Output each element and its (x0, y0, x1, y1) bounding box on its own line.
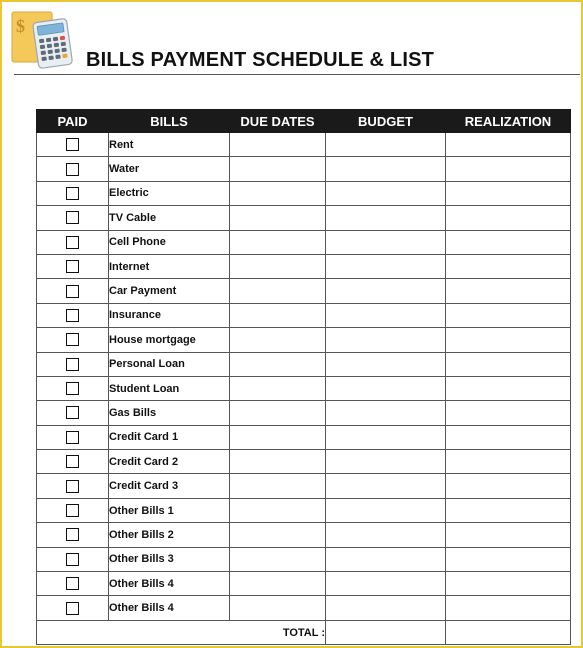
page-title: BILLS PAYMENT SCHEDULE & LIST (86, 49, 435, 71)
table-header-row (37, 110, 571, 133)
bill-name: Student Loan (109, 376, 230, 400)
realization-cell[interactable] (446, 230, 571, 254)
realization-cell[interactable] (446, 254, 571, 278)
budget-cell[interactable] (326, 547, 446, 571)
budget-cell[interactable] (326, 376, 446, 400)
due-date-cell[interactable] (230, 523, 326, 547)
table-body (37, 133, 571, 621)
bill-name: Other Bills 1 (109, 498, 230, 522)
table-row (37, 401, 571, 425)
table-row (37, 328, 571, 352)
due-date-cell[interactable] (230, 181, 326, 205)
paid-cell (37, 352, 109, 376)
total-row (37, 620, 571, 644)
column-header-realization: REALIZATION (446, 110, 571, 133)
due-date-cell[interactable] (230, 474, 326, 498)
column-header-bills: BILLS (109, 110, 230, 133)
table-row (37, 376, 571, 400)
table-row (37, 596, 571, 620)
table-row (37, 181, 571, 205)
realization-cell[interactable] (446, 425, 571, 449)
realization-cell[interactable] (446, 328, 571, 352)
paid-cell (37, 206, 109, 230)
budget-cell[interactable] (326, 596, 446, 620)
realization-cell[interactable] (446, 596, 571, 620)
realization-cell[interactable] (446, 523, 571, 547)
due-date-cell[interactable] (230, 254, 326, 278)
due-date-cell[interactable] (230, 425, 326, 449)
realization-cell[interactable] (446, 279, 571, 303)
paid-checkbox[interactable] (66, 163, 79, 176)
total-realization-cell[interactable] (446, 620, 571, 644)
table-row (37, 523, 571, 547)
due-date-cell[interactable] (230, 133, 326, 157)
total-label: TOTAL : (37, 620, 326, 644)
table-row (37, 352, 571, 376)
due-date-cell[interactable] (230, 498, 326, 522)
due-date-cell[interactable] (230, 572, 326, 596)
budget-cell[interactable] (326, 206, 446, 230)
paid-cell (37, 596, 109, 620)
paid-cell (37, 328, 109, 352)
bill-name: Internet (109, 254, 230, 278)
bill-name: Other Bills 4 (109, 596, 230, 620)
paid-cell (37, 572, 109, 596)
paid-cell (37, 547, 109, 571)
paid-cell (37, 181, 109, 205)
realization-cell[interactable] (446, 547, 571, 571)
due-date-cell[interactable] (230, 328, 326, 352)
budget-cell[interactable] (326, 474, 446, 498)
page-header (10, 8, 580, 76)
paid-cell (37, 157, 109, 181)
budget-cell[interactable] (326, 572, 446, 596)
table-row (37, 157, 571, 181)
bill-name: Credit Card 1 (109, 425, 230, 449)
total-budget-cell[interactable] (326, 620, 446, 644)
paid-cell (37, 401, 109, 425)
paid-checkbox[interactable] (66, 577, 79, 590)
budget-cell[interactable] (326, 254, 446, 278)
bill-name: Other Bills 4 (109, 572, 230, 596)
budget-cell[interactable] (326, 450, 446, 474)
realization-cell[interactable] (446, 498, 571, 522)
bills-table (36, 109, 571, 645)
budget-cell[interactable] (326, 279, 446, 303)
budget-cell[interactable] (326, 230, 446, 254)
bill-name: Electric (109, 181, 230, 205)
table-row (37, 425, 571, 449)
due-date-cell[interactable] (230, 547, 326, 571)
realization-cell[interactable] (446, 133, 571, 157)
due-date-cell[interactable] (230, 230, 326, 254)
paid-checkbox[interactable] (66, 382, 79, 395)
due-date-cell[interactable] (230, 450, 326, 474)
column-header-paid: PAID (37, 110, 109, 133)
column-header-budget: BUDGET (326, 110, 446, 133)
bill-name: House mortgage (109, 328, 230, 352)
bill-name: Personal Loan (109, 352, 230, 376)
table-row (37, 303, 571, 327)
due-date-cell[interactable] (230, 376, 326, 400)
bill-name: TV Cable (109, 206, 230, 230)
paid-checkbox[interactable] (66, 480, 79, 493)
dollar-symbol: $ (16, 16, 25, 36)
realization-cell[interactable] (446, 352, 571, 376)
realization-cell[interactable] (446, 181, 571, 205)
paid-checkbox[interactable] (66, 138, 79, 151)
paid-checkbox[interactable] (66, 602, 79, 615)
paid-checkbox[interactable] (66, 236, 79, 249)
paid-checkbox[interactable] (66, 455, 79, 468)
paid-checkbox[interactable] (66, 309, 79, 322)
realization-cell[interactable] (446, 401, 571, 425)
paid-checkbox[interactable] (66, 187, 79, 200)
due-date-cell[interactable] (230, 401, 326, 425)
table-row (37, 279, 571, 303)
due-date-cell[interactable] (230, 279, 326, 303)
paid-checkbox[interactable] (66, 553, 79, 566)
paid-cell (37, 450, 109, 474)
budget-cell[interactable] (326, 181, 446, 205)
paid-cell (37, 254, 109, 278)
realization-cell[interactable] (446, 376, 571, 400)
realization-cell[interactable] (446, 450, 571, 474)
paid-cell (37, 133, 109, 157)
paid-checkbox[interactable] (66, 406, 79, 419)
paid-checkbox[interactable] (66, 528, 79, 541)
table-row (37, 572, 571, 596)
bill-name: Insurance (109, 303, 230, 327)
bill-name: Gas Bills (109, 401, 230, 425)
title-divider (14, 74, 580, 75)
realization-cell[interactable] (446, 474, 571, 498)
budget-cell[interactable] (326, 133, 446, 157)
budget-cell[interactable] (326, 303, 446, 327)
paid-cell (37, 425, 109, 449)
realization-cell[interactable] (446, 572, 571, 596)
due-date-cell[interactable] (230, 206, 326, 230)
paid-cell (37, 303, 109, 327)
table-row (37, 450, 571, 474)
bill-name: Car Payment (109, 279, 230, 303)
budget-cell[interactable] (326, 157, 446, 181)
paid-cell (37, 523, 109, 547)
bill-name: Other Bills 2 (109, 523, 230, 547)
budget-cell[interactable] (326, 352, 446, 376)
bill-name: Cell Phone (109, 230, 230, 254)
budget-cell[interactable] (326, 498, 446, 522)
realization-cell[interactable] (446, 303, 571, 327)
paid-checkbox[interactable] (66, 285, 79, 298)
paid-checkbox[interactable] (66, 260, 79, 273)
paid-cell (37, 279, 109, 303)
paid-checkbox[interactable] (66, 333, 79, 346)
paid-cell (37, 376, 109, 400)
paid-cell (37, 498, 109, 522)
paid-checkbox[interactable] (66, 431, 79, 444)
budget-cell[interactable] (326, 328, 446, 352)
budget-cell[interactable] (326, 425, 446, 449)
calculator-dollar-icon (10, 8, 80, 74)
bill-name: Rent (109, 133, 230, 157)
paid-checkbox[interactable] (66, 358, 79, 371)
table-row (37, 547, 571, 571)
table-row (37, 230, 571, 254)
table-row (37, 498, 571, 522)
realization-cell[interactable] (446, 206, 571, 230)
bill-name: Other Bills 3 (109, 547, 230, 571)
table-row (37, 206, 571, 230)
paid-checkbox[interactable] (66, 211, 79, 224)
budget-cell[interactable] (326, 401, 446, 425)
paid-cell (37, 230, 109, 254)
bill-name: Credit Card 2 (109, 450, 230, 474)
due-date-cell[interactable] (230, 303, 326, 327)
paid-cell (37, 474, 109, 498)
table-row (37, 474, 571, 498)
bill-name: Credit Card 3 (109, 474, 230, 498)
column-header-due-dates: DUE DATES (230, 110, 326, 133)
due-date-cell[interactable] (230, 596, 326, 620)
due-date-cell[interactable] (230, 157, 326, 181)
table-row (37, 133, 571, 157)
due-date-cell[interactable] (230, 352, 326, 376)
paid-checkbox[interactable] (66, 504, 79, 517)
budget-cell[interactable] (326, 523, 446, 547)
bill-name: Water (109, 157, 230, 181)
realization-cell[interactable] (446, 157, 571, 181)
table-row (37, 254, 571, 278)
